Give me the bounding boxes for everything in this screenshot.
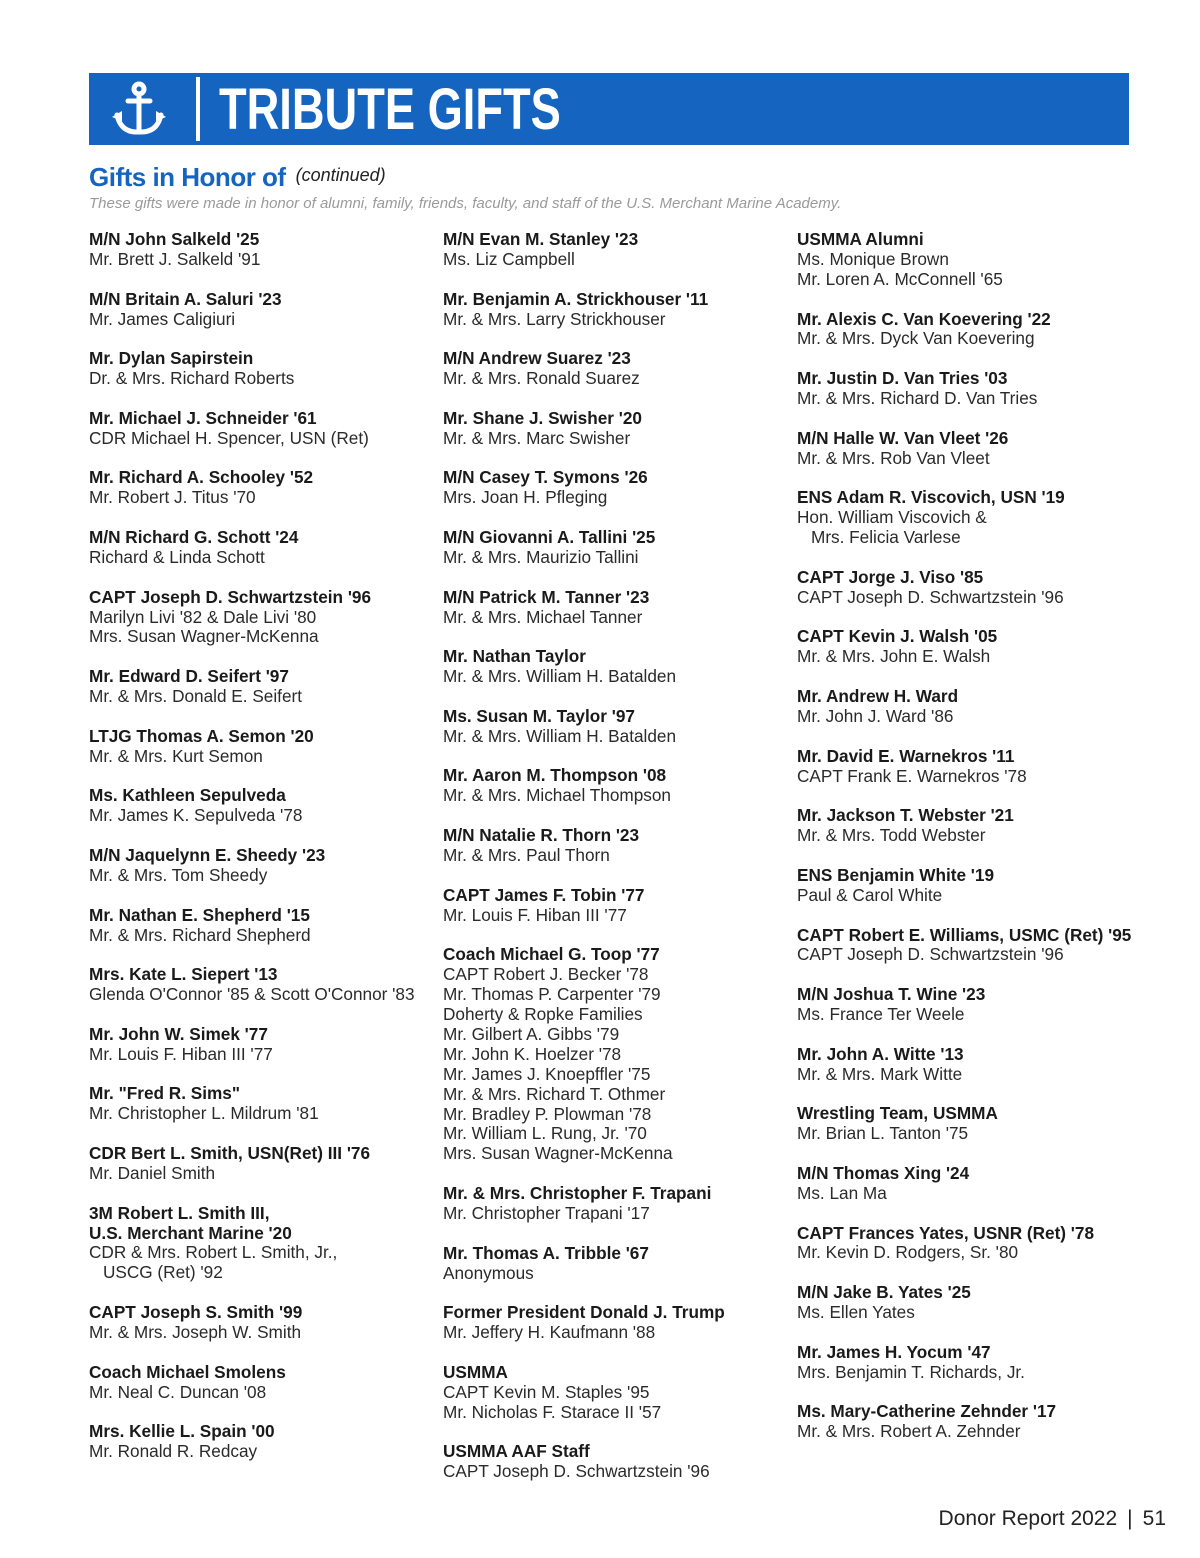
honoree-name: 3M Robert L. Smith III,: [89, 1202, 270, 1223]
donor-name: Mr. & Mrs. Tom Sheedy: [89, 864, 268, 885]
tribute-entry: [443, 647, 803, 687]
donor-name: CAPT Robert J. Becker '78: [443, 964, 649, 985]
donor-name: Mr. Nicholas F. Starace II '57: [443, 1401, 662, 1422]
donor-name: Mr. & Mrs. Donald E. Seifert: [89, 686, 302, 707]
tribute-entry: [797, 627, 1137, 667]
donor-name: Mr. Daniel Smith: [89, 1162, 216, 1183]
honoree-name: Mr. Jackson T. Webster '21: [797, 805, 1014, 826]
honoree-name: Wrestling Team, USMMA: [797, 1103, 998, 1124]
tribute-entry: [89, 1363, 449, 1403]
tribute-entry: [443, 409, 803, 449]
honoree-name: M/N Evan M. Stanley '23: [443, 229, 639, 249]
donor-name: Mr. Brian L. Tanton '75: [797, 1123, 969, 1144]
tribute-entry: [89, 230, 449, 270]
tribute-entry: [797, 1402, 1137, 1442]
honoree-name: Mr. Benjamin A. Strickhouser '11: [443, 288, 709, 309]
honoree-name: Mr. Shane J. Swisher '20: [443, 407, 642, 428]
donor-name: Mrs. Susan Wagner-McKenna: [89, 626, 319, 647]
tribute-entry: [443, 528, 803, 568]
honoree-name: M/N Britain A. Saluri '23: [89, 288, 282, 309]
page-number: 51: [1142, 1507, 1166, 1530]
tribute-entry: [797, 488, 1137, 548]
donor-name: Mrs. Benjamin T. Richards, Jr.: [797, 1361, 1025, 1382]
tribute-entry: [89, 1144, 449, 1184]
honor-column-3: [797, 230, 1137, 1462]
donor-name: Mrs. Susan Wagner-McKenna: [443, 1143, 673, 1164]
tribute-entry: [89, 1025, 449, 1065]
honoree-name: Mr. Nathan Taylor: [443, 646, 586, 667]
donor-name: Mr. Robert J. Titus '70: [89, 487, 256, 508]
tribute-entry: [89, 1422, 449, 1462]
donor-name: Ms. Ellen Yates: [797, 1302, 915, 1323]
donor-name: Mr. James Caligiuri: [89, 308, 236, 329]
donor-name: Mr. & Mrs. William H. Batalden: [443, 725, 677, 746]
donor-name: Mr. Jeffery H. Kaufmann '88: [443, 1322, 656, 1343]
honoree-name: M/N Andrew Suarez '23: [443, 348, 631, 369]
honoree-name: Ms. Mary-Catherine Zehnder '17: [797, 1401, 1057, 1422]
donor-name: Mr. & Mrs. John E. Walsh: [797, 646, 991, 667]
honoree-name: Mr. Justin D. Van Tries '03: [797, 368, 1008, 389]
tribute-entry: [443, 1363, 803, 1423]
tribute-entry: [797, 1283, 1137, 1323]
tribute-entry: [443, 230, 803, 270]
tribute-entry: [797, 1343, 1137, 1383]
honoree-name: CAPT Joseph S. Smith '99: [89, 1302, 303, 1323]
honoree-name: USMMA Alumni: [797, 229, 924, 249]
honoree-name: Mr. Dylan Sapirstein: [89, 348, 254, 369]
donor-name: Mr. & Mrs. Todd Webster: [797, 825, 986, 846]
donor-name: CDR & Mrs. Robert L. Smith, Jr.,: [89, 1242, 338, 1263]
tribute-entry: [797, 1224, 1137, 1264]
tribute-entry: [443, 945, 803, 1164]
tribute-entry: [797, 1104, 1137, 1144]
honoree-name: CDR Bert L. Smith, USN(Ret) III '76: [89, 1143, 371, 1164]
honoree-name: Mr. Aaron M. Thompson '08: [443, 765, 667, 786]
honoree-name: M/N Richard G. Schott '24: [89, 527, 299, 548]
honoree-name: M/N Joshua T. Wine '23: [797, 984, 986, 1005]
tribute-entry: [443, 707, 803, 747]
honoree-name: Coach Michael Smolens: [89, 1361, 286, 1382]
tribute-entry: [89, 409, 449, 449]
donor-name: Mr. & Mrs. Maurizio Tallini: [443, 546, 639, 567]
donor-name: Mr. & Mrs. Richard T. Othmer: [443, 1083, 666, 1104]
donor-name: Anonymous: [443, 1262, 534, 1283]
tribute-entry: [797, 369, 1137, 409]
donor-name: Mr. & Mrs. Larry Strickhouser: [443, 308, 666, 329]
honoree-name: Mr. Alexis C. Van Koevering '22: [797, 308, 1051, 329]
donor-name: Mr. Kevin D. Rodgers, Sr. '80: [797, 1242, 1019, 1263]
tribute-entry: [797, 985, 1137, 1025]
honoree-name: Mr. Nathan E. Shepherd '15: [89, 904, 310, 925]
donor-name: Mr. & Mrs. Dyck Van Koevering: [797, 328, 1035, 349]
tribute-entry: [89, 906, 449, 946]
donor-name: Mr. James K. Sepulveda '78: [89, 805, 303, 826]
donor-name: Mr. Brett J. Salkeld '91: [89, 248, 261, 269]
tribute-entry: [89, 1303, 449, 1343]
tribute-entry: [89, 349, 449, 389]
honoree-name: U.S. Merchant Marine '20: [89, 1222, 292, 1243]
tribute-entry: [443, 1184, 803, 1224]
donor-name: Paul & Carol White: [797, 884, 943, 905]
honoree-name: Former President Donald J. Trump: [443, 1302, 725, 1323]
section-banner: [89, 73, 1129, 145]
donor-name: Mr. & Mrs. Mark Witte: [797, 1063, 963, 1084]
honoree-name: CAPT Robert E. Williams, USMC (Ret) '95: [797, 924, 1132, 945]
honoree-name: Mr. Thomas A. Tribble '67: [443, 1242, 649, 1263]
honoree-name: Ms. Kathleen Sepulveda: [89, 785, 286, 806]
honoree-name: Mr. Michael J. Schneider '61: [89, 407, 317, 428]
honoree-name: Mr. Andrew H. Ward: [797, 686, 959, 707]
tribute-entry: [89, 786, 449, 826]
honoree-name: M/N Thomas Xing '24: [797, 1162, 970, 1183]
honor-column-1: [89, 230, 449, 1482]
tribute-entry: [797, 230, 1137, 290]
honoree-name: Mr. John W. Simek '77: [89, 1023, 268, 1044]
donor-name: CAPT Joseph D. Schwartzstein '96: [797, 944, 1064, 965]
tribute-entry: [443, 290, 803, 330]
tribute-entry: [443, 826, 803, 866]
tribute-entry: [89, 588, 449, 648]
donor-name: Mr. James J. Knoepffler '75: [443, 1063, 651, 1084]
donor-name: Mr. Christopher Trapani '17: [443, 1202, 650, 1223]
honoree-name: M/N Halle W. Van Vleet '26: [797, 427, 1009, 448]
honoree-name: Mr. & Mrs. Christopher F. Trapani: [443, 1183, 712, 1204]
honoree-name: Mr. Richard A. Schooley '52: [89, 467, 314, 488]
tribute-entry: [443, 1303, 803, 1343]
honoree-name: Mr. James H. Yocum '47: [797, 1341, 991, 1362]
tribute-entry: [89, 667, 449, 707]
donor-name: Richard & Linda Schott: [89, 546, 265, 567]
honoree-name: CAPT Jorge J. Viso '85: [797, 566, 984, 587]
tribute-entry: [443, 1442, 803, 1482]
honoree-name: ENS Benjamin White '19: [797, 864, 995, 885]
tribute-entry: [797, 310, 1137, 350]
report-title: Donor Report 2022: [938, 1507, 1118, 1530]
donor-name: Mr. Gilbert A. Gibbs '79: [443, 1023, 620, 1044]
tribute-entry: [797, 687, 1137, 727]
tribute-entry: [89, 290, 449, 330]
donor-name: Doherty & Ropke Families: [443, 1004, 643, 1025]
page-footer: [939, 1507, 1166, 1531]
honoree-name: CAPT Joseph D. Schwartzstein '96: [89, 586, 372, 607]
donor-name: Mrs. Joan H. Pfleging: [443, 487, 608, 508]
donor-name: Mr. & Mrs. Rob Van Vleet: [797, 447, 990, 468]
honoree-name: Mrs. Kellie L. Spain '00: [89, 1421, 275, 1442]
donor-name: Hon. William Viscovich &: [797, 507, 987, 528]
tribute-entry: [797, 926, 1137, 966]
tribute-entry: [89, 528, 449, 568]
tribute-entry: [443, 468, 803, 508]
honoree-name: USMMA: [443, 1361, 508, 1382]
donor-name: Mr. Loren A. McConnell '65: [797, 268, 1003, 289]
honoree-name: Mr. Edward D. Seifert '97: [89, 666, 289, 687]
donor-name: Mr. Neal C. Duncan '08: [89, 1381, 267, 1402]
donor-name: Mr. Ronald R. Redcay: [89, 1441, 258, 1462]
donor-name: Mr. & Mrs. Marc Swisher: [443, 427, 631, 448]
donor-name: Mr. Louis F. Hiban III '77: [89, 1043, 273, 1064]
donor-name: Mr. & Mrs. Kurt Semon: [89, 745, 263, 766]
tribute-entry: [797, 1164, 1137, 1204]
honoree-name: Mr. "Fred R. Sims": [89, 1083, 240, 1104]
banner-divider: [196, 77, 200, 141]
donor-name: Mr. & Mrs. Joseph W. Smith: [89, 1321, 302, 1342]
donor-name: Marilyn Livi '82 & Dale Livi '80: [89, 606, 317, 627]
donor-name: CAPT Joseph D. Schwartzstein '96: [443, 1461, 710, 1482]
donor-name: CAPT Joseph D. Schwartzstein '96: [797, 586, 1064, 607]
section-heading: [89, 162, 386, 193]
donor-name: Dr. & Mrs. Richard Roberts: [89, 368, 295, 389]
tribute-entry: [89, 468, 449, 508]
honoree-name: Ms. Susan M. Taylor '97: [443, 705, 635, 726]
donor-name: Glenda O'Connor '85 & Scott O'Connor '83: [89, 984, 415, 1005]
tribute-entry: [443, 766, 803, 806]
tribute-entry: [797, 747, 1137, 787]
donor-name: Mr. Thomas P. Carpenter '79: [443, 984, 661, 1005]
donor-name: Mr. & Mrs. Richard D. Van Tries: [797, 388, 1038, 409]
donor-name: CAPT Kevin M. Staples '95: [443, 1381, 650, 1402]
tribute-entry: [443, 886, 803, 926]
donor-name: Mr. & Mrs. Paul Thorn: [443, 845, 610, 865]
donor-name: Ms. Lan Ma: [797, 1182, 887, 1203]
donor-name: Mr. John J. Ward '86: [797, 705, 954, 726]
donor-name: Mrs. Felicia Varlese: [811, 527, 961, 548]
donor-name: Ms. Liz Campbell: [443, 248, 575, 269]
honoree-name: Coach Michael G. Toop '77: [443, 944, 660, 965]
tribute-entry: [797, 806, 1137, 846]
tribute-entry: [89, 965, 449, 1005]
tribute-entry: [443, 588, 803, 628]
honoree-name: M/N John Salkeld '25: [89, 229, 260, 249]
donor-name: Mr. & Mrs. Richard Shepherd: [89, 924, 311, 945]
donor-name: Mr. Christopher L. Mildrum '81: [89, 1103, 319, 1124]
section-title: Gifts in Honor of: [89, 162, 286, 192]
tribute-entry: [443, 1244, 803, 1284]
donor-name: Mr. & Mrs. Michael Thompson: [443, 785, 671, 806]
donor-name: Mr. Louis F. Hiban III '77: [443, 904, 627, 925]
tribute-entry: [89, 727, 449, 767]
donor-name: Ms. France Ter Weele: [797, 1004, 965, 1025]
honoree-name: CAPT Frances Yates, USNR (Ret) '78: [797, 1222, 1095, 1243]
honoree-name: Mr. John A. Witte '13: [797, 1043, 964, 1064]
honoree-name: M/N Patrick M. Tanner '23: [443, 586, 650, 607]
donor-name: Mr. William L. Rung, Jr. '70: [443, 1123, 647, 1144]
honoree-name: M/N Jaquelynn E. Sheedy '23: [89, 845, 326, 865]
tribute-entry: [443, 349, 803, 389]
honoree-name: Mrs. Kate L. Siepert '13: [89, 964, 278, 985]
donor-name: Mr. & Mrs. Ronald Suarez: [443, 368, 640, 389]
donor-name: Mr. & Mrs. Michael Tanner: [443, 606, 643, 627]
tribute-entry: [89, 846, 449, 886]
donor-name: CDR Michael H. Spencer, USN (Ret): [89, 427, 369, 448]
honoree-name: M/N Casey T. Symons '26: [443, 467, 648, 488]
honoree-name: USMMA AAF Staff: [443, 1441, 590, 1462]
tribute-entry: [797, 429, 1137, 469]
tribute-entry: [89, 1204, 449, 1284]
honoree-name: CAPT James F. Tobin '77: [443, 884, 645, 905]
tribute-entry: [797, 1045, 1137, 1085]
honoree-name: M/N Natalie R. Thorn '23: [443, 825, 640, 846]
donor-name: Mr. Bradley P. Plowman '78: [443, 1103, 652, 1124]
donor-name: Mr. & Mrs. Robert A. Zehnder: [797, 1421, 1021, 1442]
section-subtitle: These gifts were made in honor of alumni, family, friends, faculty, and staff of the U.S. Merchant Marine Academy.: [89, 195, 842, 212]
honoree-name: CAPT Kevin J. Walsh '05: [797, 626, 998, 647]
honoree-name: ENS Adam R. Viscovich, USN '19: [797, 487, 1065, 508]
tribute-entry: [797, 866, 1137, 906]
tribute-entry: [797, 568, 1137, 608]
donor-name: Mr. John K. Hoelzer '78: [443, 1043, 622, 1064]
honor-column-2: [443, 230, 803, 1502]
tribute-entry: [89, 1084, 449, 1124]
donor-name: USCG (Ret) '92: [103, 1262, 223, 1283]
anchor-icon: [109, 81, 169, 137]
donor-name: Mr. & Mrs. William H. Batalden: [443, 666, 677, 687]
donor-name: CAPT Frank E. Warnekros '78: [797, 765, 1027, 786]
honoree-name: LTJG Thomas A. Semon '20: [89, 725, 314, 746]
honoree-name: Mr. David E. Warnekros '11: [797, 745, 1015, 766]
section-continued-note: (continued): [295, 165, 386, 185]
donor-name: Ms. Monique Brown: [797, 248, 949, 269]
banner-title: TRIBUTE GIFTS: [219, 77, 561, 142]
honoree-name: M/N Jake B. Yates '25: [797, 1282, 971, 1303]
honoree-name: M/N Giovanni A. Tallini '25: [443, 527, 656, 548]
footer-separator: |: [1127, 1507, 1133, 1530]
